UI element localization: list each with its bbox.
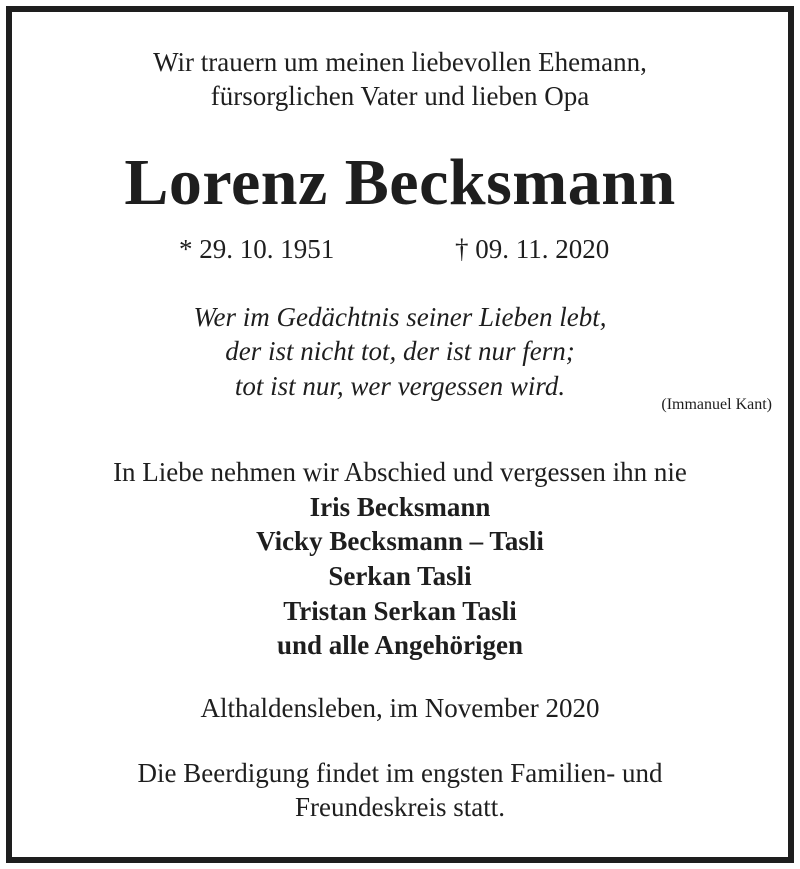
funeral-info-line-2: Freundeskreis statt. — [295, 792, 505, 822]
funeral-info-line-1: Die Beerdigung findet im engsten Familien- und — [137, 758, 663, 788]
quote-attribution: (Immanuel Kant) — [661, 396, 772, 413]
place-and-date: Althaldensleben, im November 2020 — [200, 693, 600, 723]
quote-line-3: tot ist nur, wer vergessen wird. — [234, 371, 566, 401]
intro-line-2: fürsorglichen Vater und lieben Opa — [210, 81, 590, 111]
birth-date: * 29. 10. 1951 — [179, 234, 335, 264]
mourner-name: Iris Becksmann — [309, 492, 491, 522]
quote-line-1: Wer im Gedächtnis seiner Lieben lebt, — [193, 302, 607, 332]
death-date: † 09. 11. 2020 — [455, 234, 610, 264]
mourner-name: Tristan Serkan Tasli — [283, 596, 517, 626]
quote-line-2: der ist nicht tot, der ist nur fern; — [225, 336, 575, 366]
intro-line-1: Wir trauern um meinen liebevollen Ehemann, — [153, 47, 647, 77]
mourner-name: und alle Angehörigen — [276, 630, 524, 660]
farewell-line: In Liebe nehmen wir Abschied und vergessen ihn nie — [113, 457, 687, 487]
deceased-name: Lorenz Becksmann — [124, 146, 676, 219]
mourner-name: Vicky Becksmann – Tasli — [256, 526, 544, 556]
obituary-notice — [6, 6, 794, 863]
mourner-name: Serkan Tasli — [328, 561, 472, 591]
